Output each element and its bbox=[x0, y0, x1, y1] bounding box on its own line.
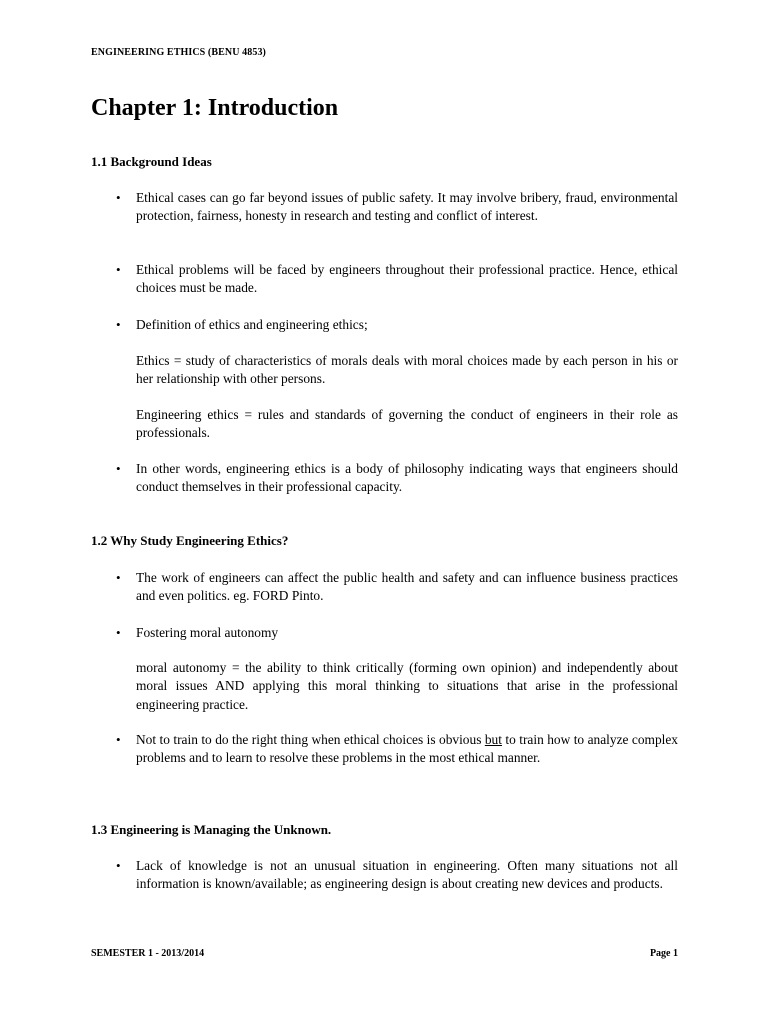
underlined-word: but bbox=[484, 732, 502, 747]
footer-semester: SEMESTER 1 - 2013/2014 bbox=[91, 948, 205, 959]
bullet-item-definition: Definition of ethics and engineering ethics; bbox=[136, 317, 368, 332]
definition-ethics: Ethics = study of characteristics of morals deals with moral choices made by each person in his or her relationship with other persons. bbox=[136, 353, 678, 387]
bullet-item-not-to-train bbox=[136, 731, 678, 768]
bullet-marker: • bbox=[116, 732, 121, 747]
definition-engineering-ethics: Engineering ethics = rules and standards of governing the conduct of engineers in their role as professionals. bbox=[136, 407, 678, 441]
text-segment: Not to train to do the right thing when ethical choices is obvious bbox=[136, 732, 485, 747]
section-heading-why-study: 1.2 Why Study Engineering Ethics? bbox=[91, 533, 289, 548]
bullet-marker: • bbox=[116, 570, 121, 585]
bullet-marker: • bbox=[116, 625, 121, 640]
footer-page-number: Page 1 bbox=[649, 948, 678, 959]
section-heading-background-ideas: 1.1 Background Ideas bbox=[91, 154, 212, 169]
bullet-item-ethical-cases: Ethical cases can go far beyond issues of public safety. It may involve bribery, fraud, environmental protection, fairness, honesty in research and testing and conflict of interest. bbox=[136, 190, 678, 224]
text-segment: to train how to analyze complex problems and to learn to resolve these problems in the most ethical manner. bbox=[136, 732, 678, 766]
bullet-marker: • bbox=[116, 262, 121, 277]
bullet-item-moral-autonomy: Fostering moral autonomy bbox=[136, 625, 279, 640]
bullet-item-ethical-problems: Ethical problems will be faced by engineers throughout their professional practice. Hence, ethical choices must be made. bbox=[136, 262, 678, 296]
bullet-item-work-of-engineers: The work of engineers can affect the public health and safety and can influence business practices and even politics. eg. FORD Pinto. bbox=[136, 570, 678, 604]
bullet-item-other-words: In other words, engineering ethics is a body of philosophy indicating ways that engineers should conduct themselves in their professional capacity. bbox=[136, 461, 678, 495]
definition-moral-autonomy: moral autonomy = the ability to think critically (forming own opinion) and independently about moral issues AND applying this moral thinking to situations that arise in the professional engineering practice. bbox=[136, 660, 678, 712]
bullet-marker: • bbox=[116, 461, 121, 476]
bullet-marker: • bbox=[116, 858, 121, 873]
section-heading-managing-unknown: 1.3 Engineering is Managing the Unknown. bbox=[91, 822, 332, 837]
bullet-marker: • bbox=[116, 317, 121, 332]
course-header: ENGINEERING ETHICS (BENU 4853) bbox=[91, 47, 266, 58]
chapter-title: Chapter 1: Introduction bbox=[91, 95, 339, 121]
bullet-item-lack-of-knowledge: Lack of knowledge is not an unusual situation in engineering. Often many situations not all information is known/available; as engineering design is about creating new devices and products. bbox=[136, 858, 678, 892]
bullet-marker: • bbox=[116, 190, 121, 205]
